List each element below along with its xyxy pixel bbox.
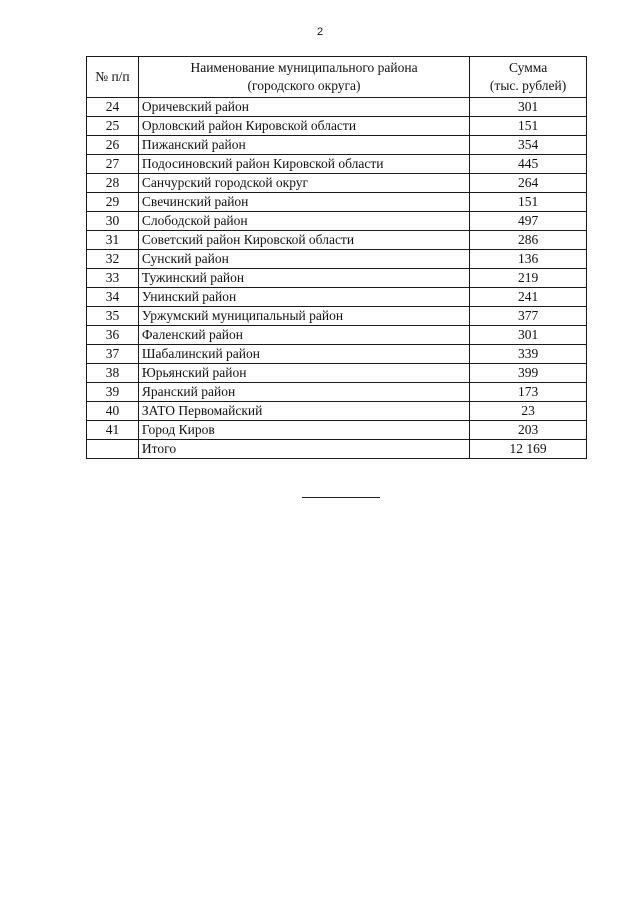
header-sum bbox=[470, 57, 587, 98]
table-row bbox=[87, 288, 587, 307]
table-row bbox=[87, 307, 587, 326]
header-name-line1: Наименование муниципального района bbox=[190, 60, 418, 75]
row-number: 40 bbox=[87, 402, 139, 421]
header-name bbox=[138, 57, 469, 98]
row-sum: 445 bbox=[470, 155, 587, 174]
row-sum: 301 bbox=[470, 326, 587, 345]
table-row bbox=[87, 250, 587, 269]
row-number: 25 bbox=[87, 117, 139, 136]
row-number: 27 bbox=[87, 155, 139, 174]
row-name: Оричевский район bbox=[138, 98, 469, 117]
total-row bbox=[87, 440, 587, 459]
table-row bbox=[87, 117, 587, 136]
row-number: 32 bbox=[87, 250, 139, 269]
header-name-line2: (городского округа) bbox=[247, 78, 361, 93]
table-row bbox=[87, 136, 587, 155]
row-name: Орловский район Кировской области bbox=[138, 117, 469, 136]
table-body bbox=[87, 98, 587, 440]
table-row bbox=[87, 364, 587, 383]
header-number bbox=[87, 57, 139, 98]
row-sum: 339 bbox=[470, 345, 587, 364]
end-divider bbox=[302, 497, 380, 498]
row-sum: 219 bbox=[470, 269, 587, 288]
row-name: Город Киров bbox=[138, 421, 469, 440]
table-row bbox=[87, 98, 587, 117]
row-number: 24 bbox=[87, 98, 139, 117]
row-sum: 399 bbox=[470, 364, 587, 383]
row-number: 36 bbox=[87, 326, 139, 345]
row-name: Фаленский район bbox=[138, 326, 469, 345]
row-sum: 354 bbox=[470, 136, 587, 155]
header-number-label: № п/п bbox=[95, 69, 130, 84]
row-number: 31 bbox=[87, 231, 139, 250]
row-sum: 377 bbox=[470, 307, 587, 326]
row-name: Унинский район bbox=[138, 288, 469, 307]
row-number: 38 bbox=[87, 364, 139, 383]
row-sum: 203 bbox=[470, 421, 587, 440]
row-sum: 136 bbox=[470, 250, 587, 269]
table-row bbox=[87, 421, 587, 440]
row-number: 26 bbox=[87, 136, 139, 155]
row-name: Уржумский муниципальный район bbox=[138, 307, 469, 326]
row-name: Свечинский район bbox=[138, 193, 469, 212]
row-number: 28 bbox=[87, 174, 139, 193]
row-name: Слободской район bbox=[138, 212, 469, 231]
row-sum: 151 bbox=[470, 193, 587, 212]
row-sum: 241 bbox=[470, 288, 587, 307]
table-row bbox=[87, 155, 587, 174]
header-sum-line1: Сумма bbox=[508, 60, 548, 75]
row-name: Санчурский городской округ bbox=[138, 174, 469, 193]
row-name: ЗАТО Первомайский bbox=[138, 402, 469, 421]
row-number: 29 bbox=[87, 193, 139, 212]
row-name: Юрьянский район bbox=[138, 364, 469, 383]
table-row bbox=[87, 269, 587, 288]
row-number: 41 bbox=[87, 421, 139, 440]
row-name: Советский район Кировской области bbox=[138, 231, 469, 250]
row-number: 30 bbox=[87, 212, 139, 231]
row-name: Подосиновский район Кировской области bbox=[138, 155, 469, 174]
row-name: Тужинский район bbox=[138, 269, 469, 288]
table-row bbox=[87, 345, 587, 364]
row-name: Яранский район bbox=[138, 383, 469, 402]
table-row bbox=[87, 383, 587, 402]
table-row bbox=[87, 212, 587, 231]
table-header-row bbox=[87, 57, 587, 98]
row-sum: 173 bbox=[470, 383, 587, 402]
total-number-cell bbox=[87, 440, 139, 459]
row-sum: 151 bbox=[470, 117, 587, 136]
row-number: 35 bbox=[87, 307, 139, 326]
row-number: 33 bbox=[87, 269, 139, 288]
row-sum: 497 bbox=[470, 212, 587, 231]
row-number: 39 bbox=[87, 383, 139, 402]
table-row bbox=[87, 174, 587, 193]
allocation-table bbox=[86, 56, 587, 459]
table-row bbox=[87, 231, 587, 250]
row-name: Сунский район bbox=[138, 250, 469, 269]
table-row bbox=[87, 402, 587, 421]
row-number: 37 bbox=[87, 345, 139, 364]
header-sum-line2: (тыс. рублей) bbox=[489, 78, 567, 93]
total-label: Итого bbox=[138, 440, 469, 459]
total-sum: 12 169 bbox=[470, 440, 587, 459]
row-name: Пижанский район bbox=[138, 136, 469, 155]
row-sum: 264 bbox=[470, 174, 587, 193]
page-number: 2 bbox=[316, 26, 324, 38]
row-sum: 23 bbox=[470, 402, 587, 421]
table-row bbox=[87, 326, 587, 345]
row-sum: 286 bbox=[470, 231, 587, 250]
table-row bbox=[87, 193, 587, 212]
row-number: 34 bbox=[87, 288, 139, 307]
row-sum: 301 bbox=[470, 98, 587, 117]
row-name: Шабалинский район bbox=[138, 345, 469, 364]
